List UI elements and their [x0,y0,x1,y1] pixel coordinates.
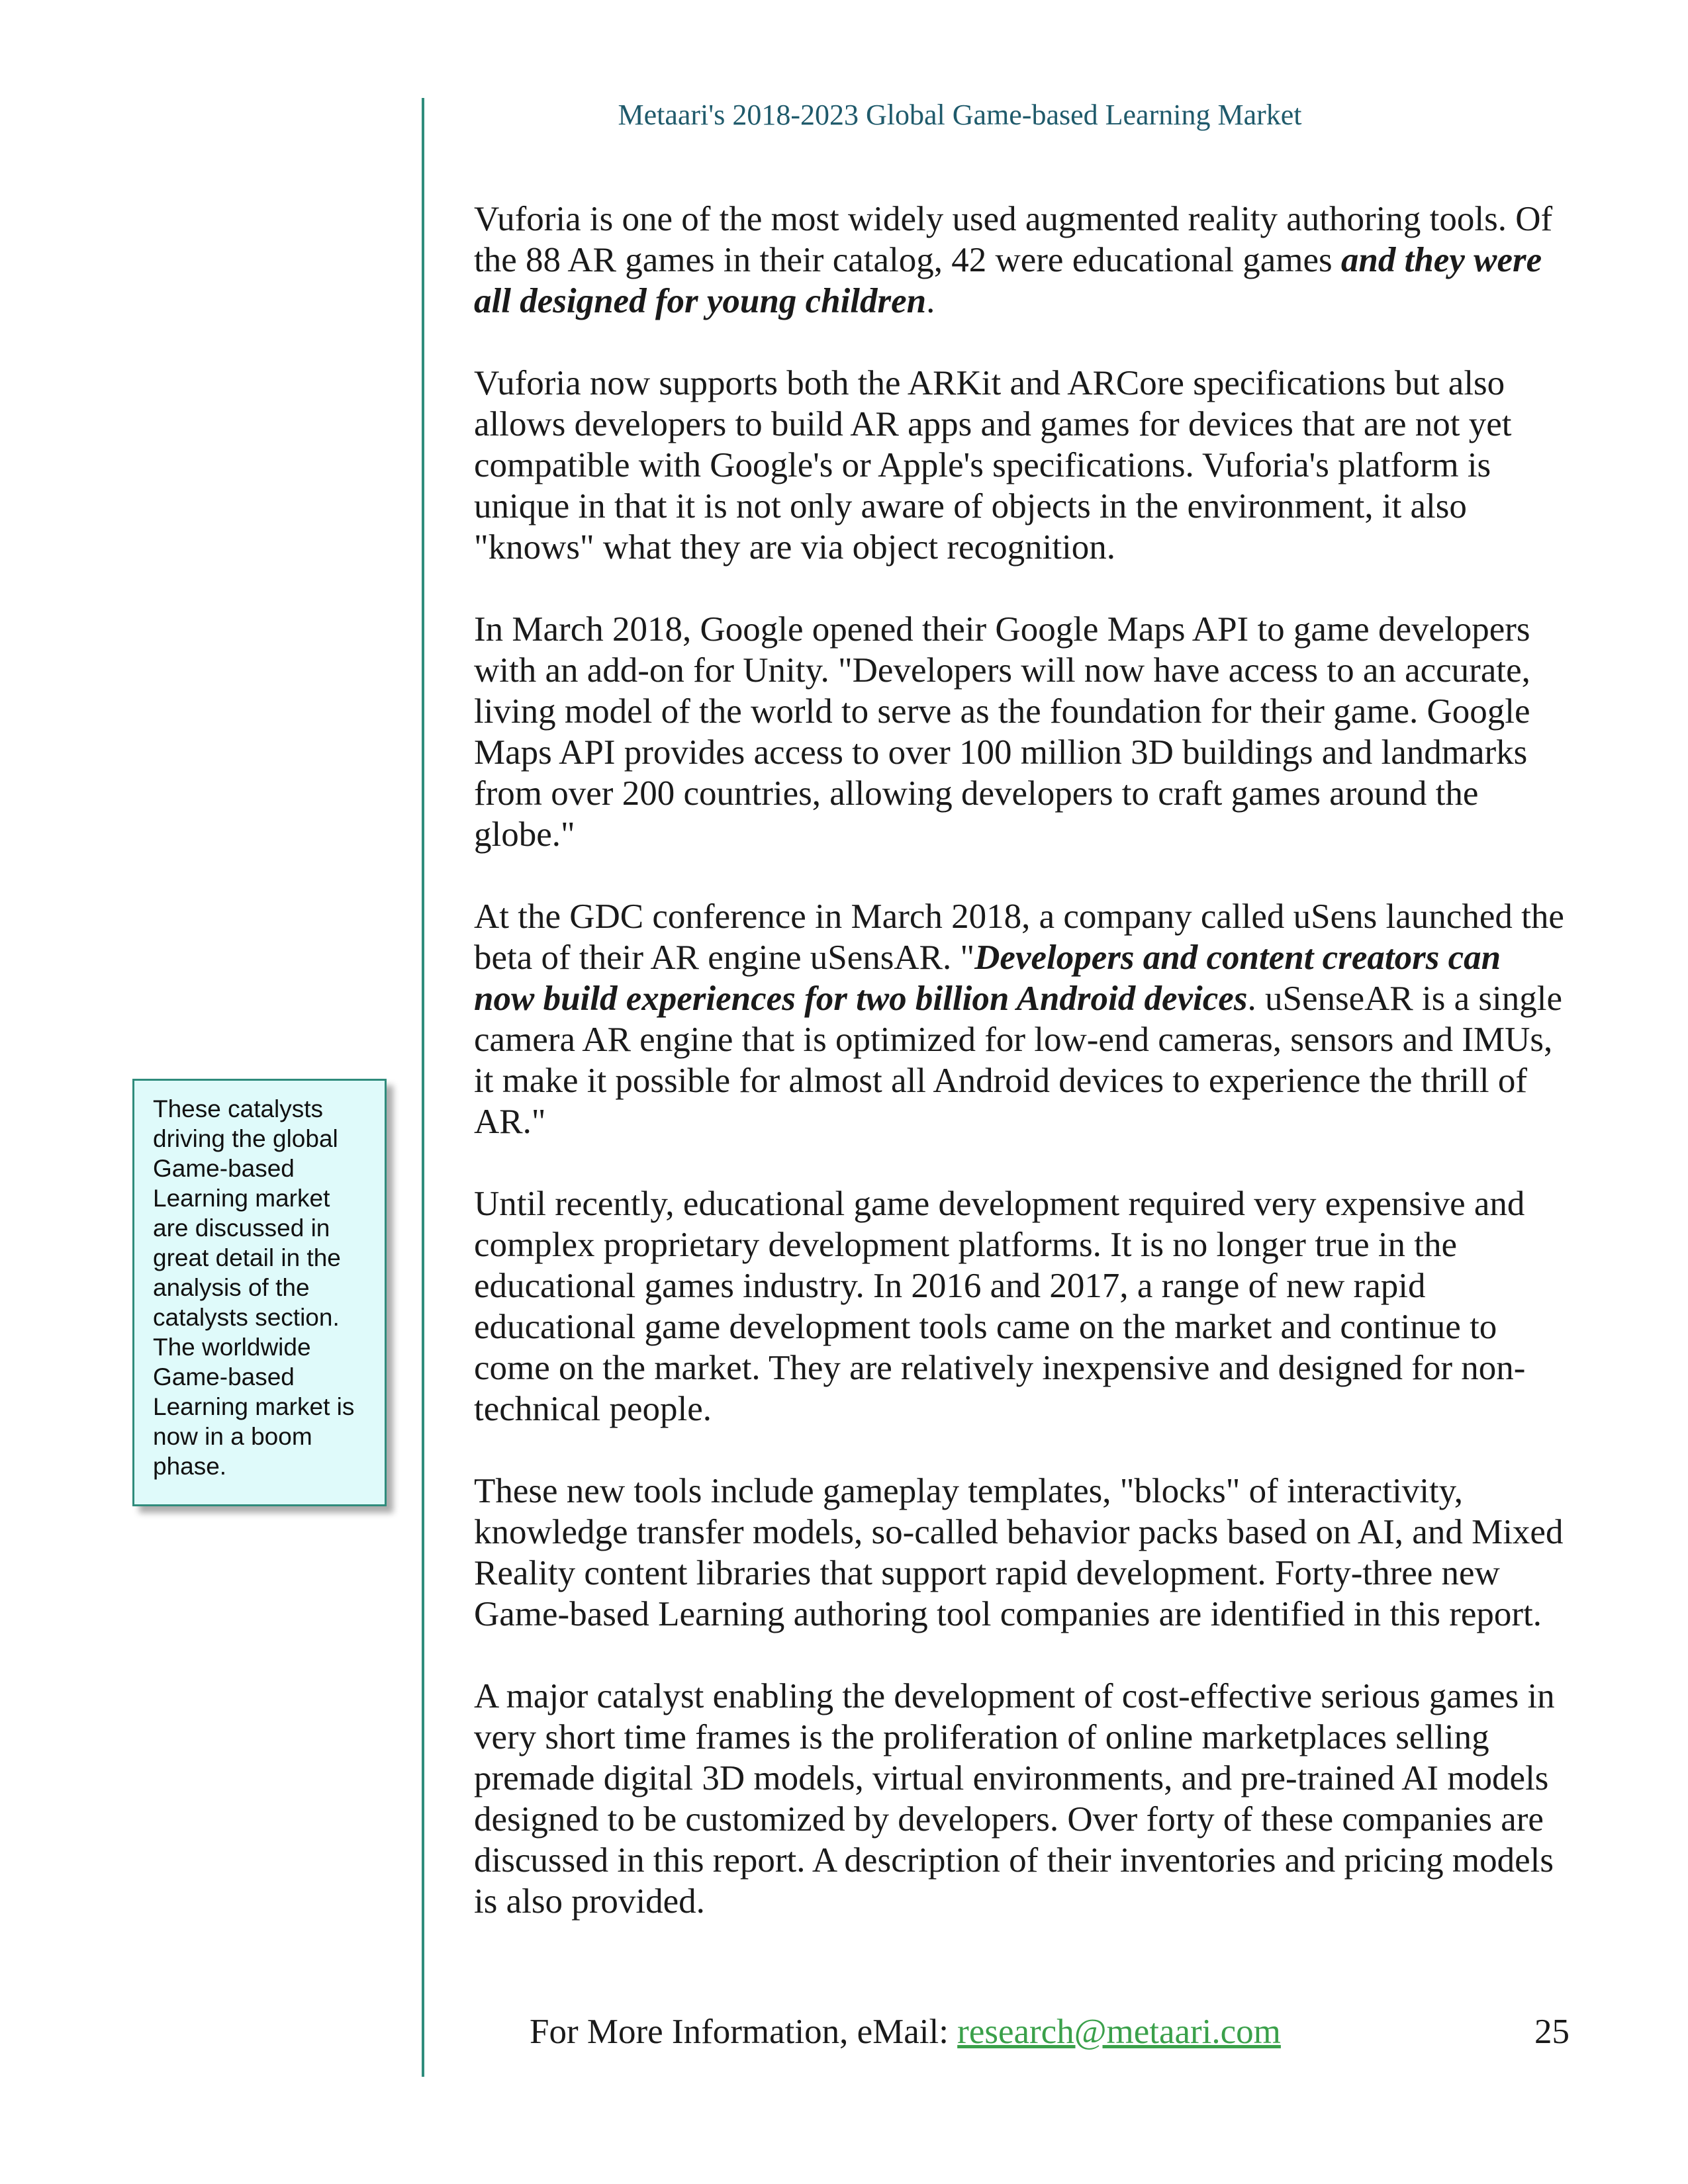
paragraph-arkit-arcore: Vuforia now supports both the ARKit and ARCore specifications but also allows developers to build AR apps and games for devices that are not yet compatible with Google's or Apple's specifications. Vuforia's platform is unique in that it is not only aware of objects in the environment, it also "knows" what they are via object recognition. [474,364,1512,567]
paragraph-dev-platforms: Until recently, educational game development required very expensive and complex proprietary development platforms. It is no longer true in the educational games industry. In 2016 and 2017, a range of new rapid educational game development tools came on the market and continue to come on the market. They are relatively inexpensive and designed for non-technical people. [474,1185,1526,1428]
vertical-rule [422,98,424,2077]
paragraph-marketplaces: A major catalyst enabling the development of cost-effective serious games in very short time frames is the proliferation of online marketplaces selling premade digital 3D models, virtual environments, and pre-trained AI models designed to be customized by developers. Over forty of these companies are discussed in this report. A description of their inventories and pricing models is also provided. [474,1677,1555,1921]
email-link[interactable]: research@metaari.com [957,2013,1281,2051]
paragraph-new-tools: These new tools include gameplay templates, "blocks" of interactivity, knowledge transfer models, so-called behavior packs based on AI, and Mixed Reality content libraries that support rapid development. Forty-three new Game-based Learning authoring tool companies are identified in this report. [474,1472,1564,1633]
emphasis-young-children: and they were all designed for young children [474,241,1542,320]
sidebar-callout: These catalysts driving the global Game-based Learning market are discussed in great detail in the analysis of the catalysts section. The worldwide Game-based Learning market is now in a boom phase. [132,1079,387,1506]
paragraph-google-maps: In March 2018, Google opened their Google Maps API to game developers with an add-on for Unity. "Developers will now have access to an accurate, living model of the world to serve as the foundation for their game. Google Maps API provides access to over 100 million 3D buildings and landmarks from over 200 countries, allowing developers to craft games around the globe." [474,610,1530,854]
main-content [474,199,1566,1963]
page-number: 25 [1534,2013,1570,2051]
emphasis-android-devices: Developers and content creators can now build experiences for two billion Android devices [474,938,1501,1018]
footer-label: For More Information, eMail: [530,2013,958,2051]
page-header: Metaari's 2018-2023 Global Game-based Learning Market [618,99,1302,131]
footer [530,2012,1589,2052]
paragraph-usens: At the GDC conference in March 2018, a company called uSens launched the beta of their AR engine uSensAR. "Developers and content creators can now build experiences for two billion Android devices. uSenseAR is a single camera AR engine that is optimized for low-end cameras, sensors and IMUs, it make it possible for almost all Android devices to experience the thrill of AR." [474,897,1564,1141]
paragraph-vuforia: Vuforia is one of the most widely used augmented reality authoring tools. Of the 88 AR games in their catalog, 42 were educational games and they were all designed for young children. [474,200,1553,320]
